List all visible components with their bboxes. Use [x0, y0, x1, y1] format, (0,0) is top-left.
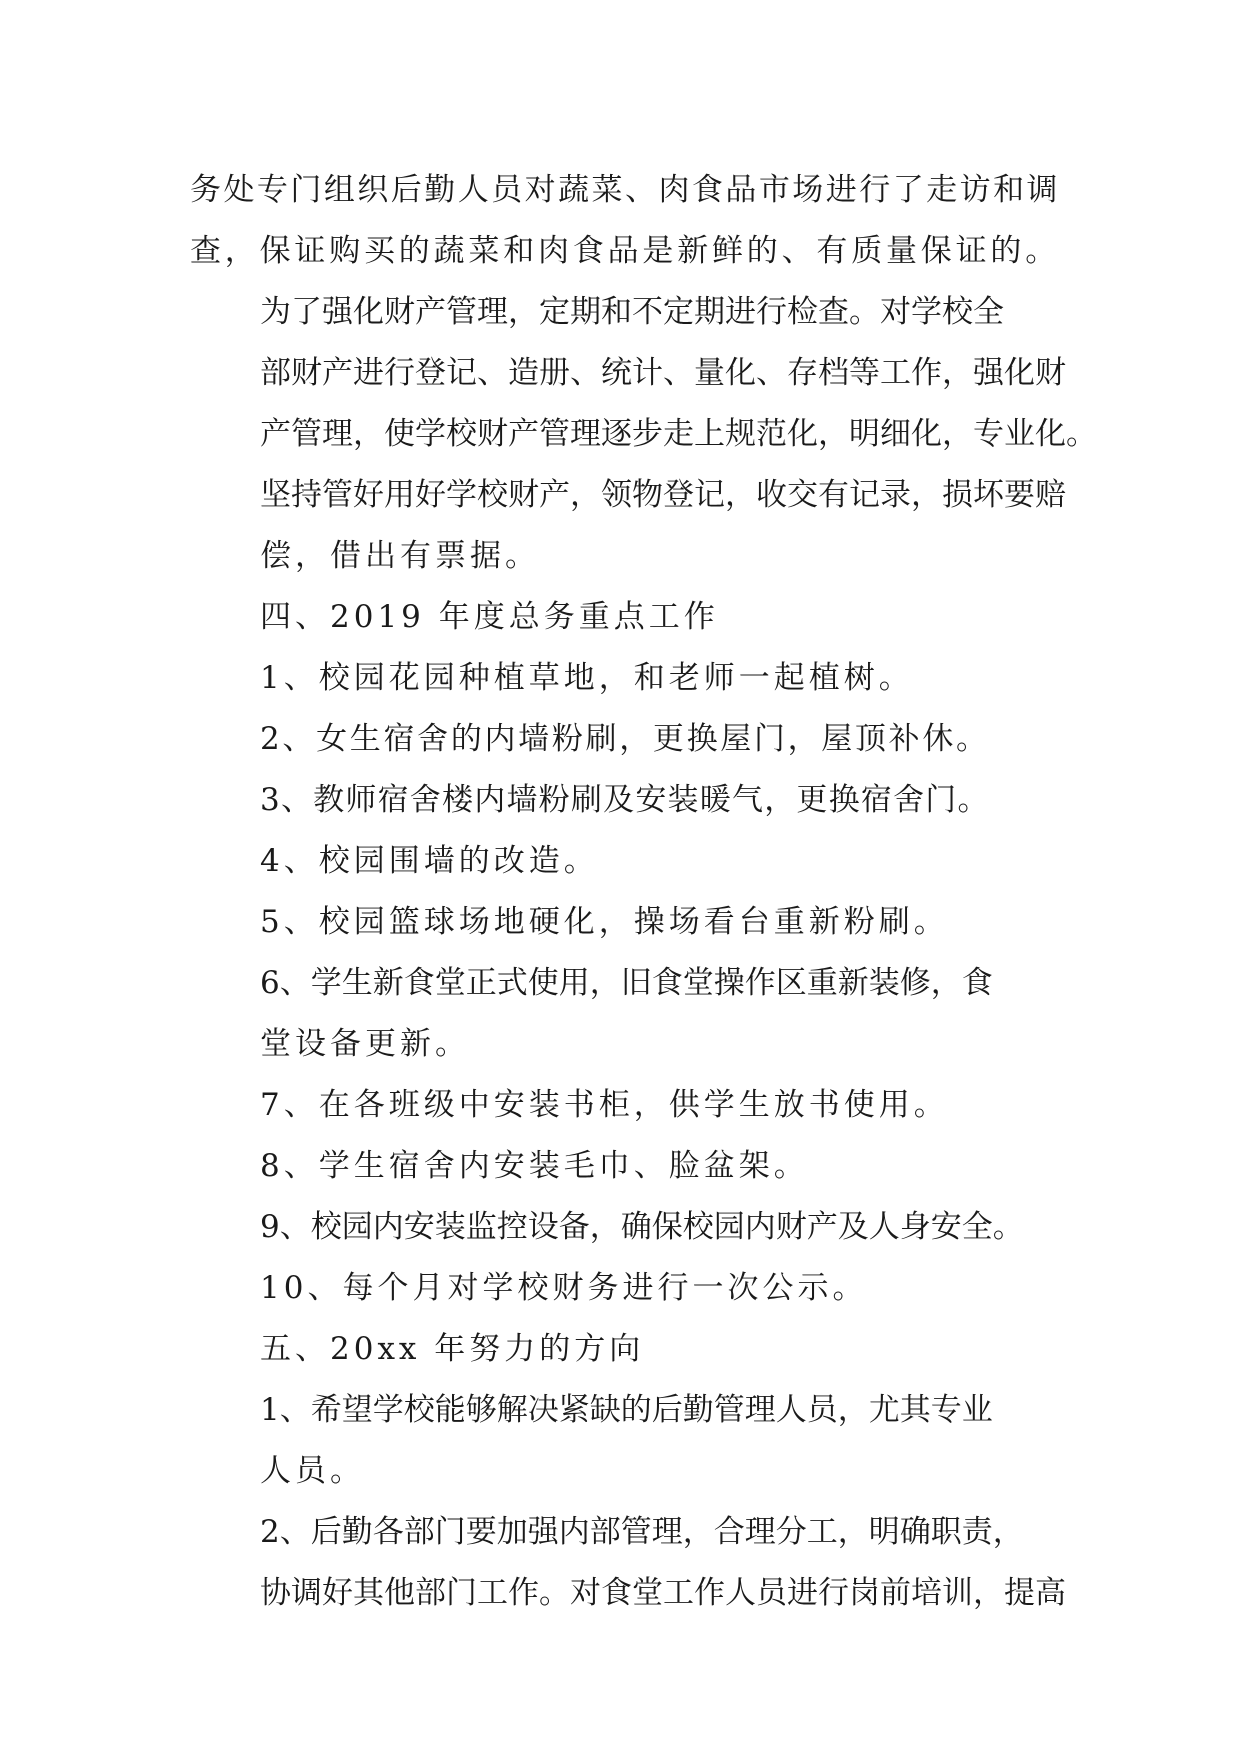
document-body	[190, 160, 1097, 1624]
paragraph	[190, 892, 1060, 953]
text-line: 为了强化财产管理，定期和不定期进行检查。对学校全	[260, 294, 1004, 330]
text-line: 偿，借出有票据。	[260, 538, 540, 574]
paragraph	[190, 1319, 1060, 1380]
text-line: 6、学生新食堂正式使用，旧食堂操作区重新装修，食	[260, 965, 993, 1001]
text-line: 人员。	[260, 1453, 365, 1489]
paragraph	[190, 282, 1097, 587]
paragraph	[190, 1075, 1060, 1136]
text-line: 产管理，使学校财产管理逐步走上规范化，明细化，专业化。	[260, 416, 1097, 452]
paragraph	[190, 1258, 1060, 1319]
text-line: 2、后勤各部门要加强内部管理，合理分工，明确职责，	[260, 1514, 1024, 1550]
text-line: 1、校园花园种植草地，和老师一起植树。	[260, 660, 914, 696]
text-line: 堂设备更新。	[260, 1026, 470, 1062]
paragraph	[190, 1380, 1060, 1502]
text-line: 8、学生宿舍内安装毛巾、脸盆架。	[260, 1148, 809, 1184]
text-line: 协调好其他部门工作。对食堂工作人员进行岗前培训，提高	[260, 1575, 1066, 1611]
paragraph	[190, 1136, 1060, 1197]
text-line: 3、教师宿舍楼内墙粉刷及安装暖气，更换宿舍门。	[260, 782, 990, 818]
paragraph	[190, 587, 1060, 648]
paragraph	[190, 1502, 1066, 1624]
paragraph	[190, 953, 1060, 1075]
text-line: 四、2019 年度总务重点工作	[260, 599, 719, 635]
paragraph	[190, 770, 1060, 831]
text-line: 2、女生宿舍的内墙粉刷，更换屋门，屋顶补休。	[260, 721, 990, 757]
text-line: 五、20xx 年努力的方向	[260, 1331, 645, 1367]
paragraph	[190, 648, 1060, 709]
paragraph	[190, 160, 1060, 282]
text-line: 7、在各班级中安装书柜，供学生放书使用。	[260, 1087, 949, 1123]
text-line: 务处专门组织后勤人员对蔬菜、肉食品市场进行了走访和调	[190, 172, 1060, 208]
paragraph	[190, 831, 1060, 892]
text-line: 5、校园篮球场地硬化，操场看台重新粉刷。	[260, 904, 949, 940]
text-line: 4、校园围墙的改造。	[260, 843, 599, 879]
text-line: 10、每个月对学校财务进行一次公示。	[260, 1270, 868, 1306]
paragraph	[190, 1197, 1060, 1258]
text-line: 9、校园内安装监控设备，确保校园内财产及人身安全。	[260, 1209, 1024, 1245]
text-line: 部财产进行登记、造册、统计、量化、存档等工作，强化财	[260, 355, 1066, 391]
paragraph	[190, 709, 1060, 770]
text-line: 查，保证购买的蔬菜和肉食品是新鲜的、有质量保证的。	[190, 233, 1060, 269]
text-line: 坚持管好用好学校财产，领物登记，收交有记录，损坏要赔	[260, 477, 1066, 513]
text-line: 1、希望学校能够解决紧缺的后勤管理人员，尤其专业	[260, 1392, 993, 1428]
